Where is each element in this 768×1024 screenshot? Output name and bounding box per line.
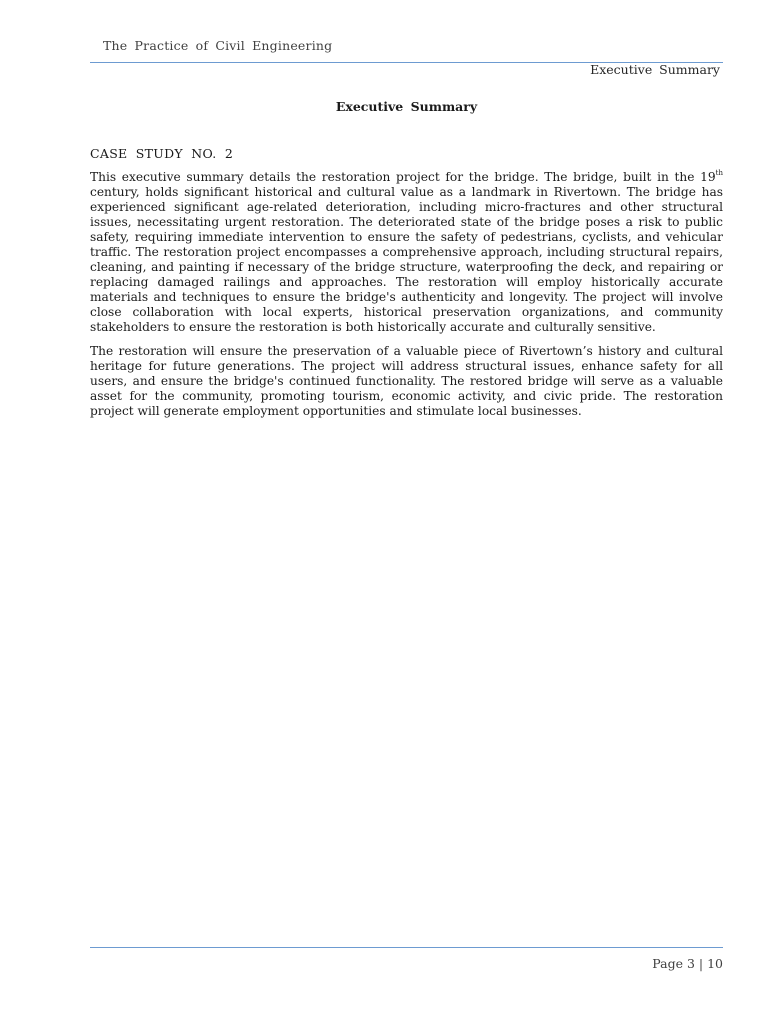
paragraph-2: The restoration will ensure the preservation of a valuable piece of Rivertown’s history and cultural heritage for future generations. The project will address structural issues, enhance safety for all users, and ensure the bridge's continued functionality. The restored bridge will serve as a valuable asset for the community, promoting tourism, economic activity, and civic pride. The restoration project will generate employment opportunities and stimulate local businesses. [90, 344, 723, 418]
paragraph-1 [90, 170, 723, 335]
page-number: Page 3 | 10 [652, 956, 723, 971]
paragraph-1-lead: This executive summary details the restoration project for the bridge. The bridge, built in the 19 [90, 170, 716, 184]
running-header-title: The Practice of Civil Engineering [103, 38, 333, 53]
case-study-heading: CASE STUDY NO. 2 [90, 146, 234, 161]
footer-divider [90, 947, 723, 948]
running-header-section: Executive Summary [590, 62, 720, 77]
paragraph-1-rest: century, holds significant historical and cultural value as a landmark in Rivertown. The bridge has experienced significant age-related deterioration, including micro-fractures and other structural issues, necessitating urgent restoration. The deteriorated state of the bridge poses a risk to public safety, requiring immediate intervention to ensure the safety of pedestrians, cyclists, and vehicular traffic. The restoration project encompasses a comprehensive approach, including structural repairs, cleaning, and painting if necessary of the bridge structure, waterproofing the deck, and repairing or replacing damaged railings and approaches. The restoration will employ historically accurate materials and techniques to ensure the bridge's authenticity and longevity. The project will involve close collaboration with local experts, historical preservation organizations, and community stakeholders to ensure the restoration is both historically accurate and culturally sensitive. [90, 185, 723, 334]
ordinal-superscript: th [715, 169, 723, 177]
page-title: Executive Summary [335, 99, 478, 114]
